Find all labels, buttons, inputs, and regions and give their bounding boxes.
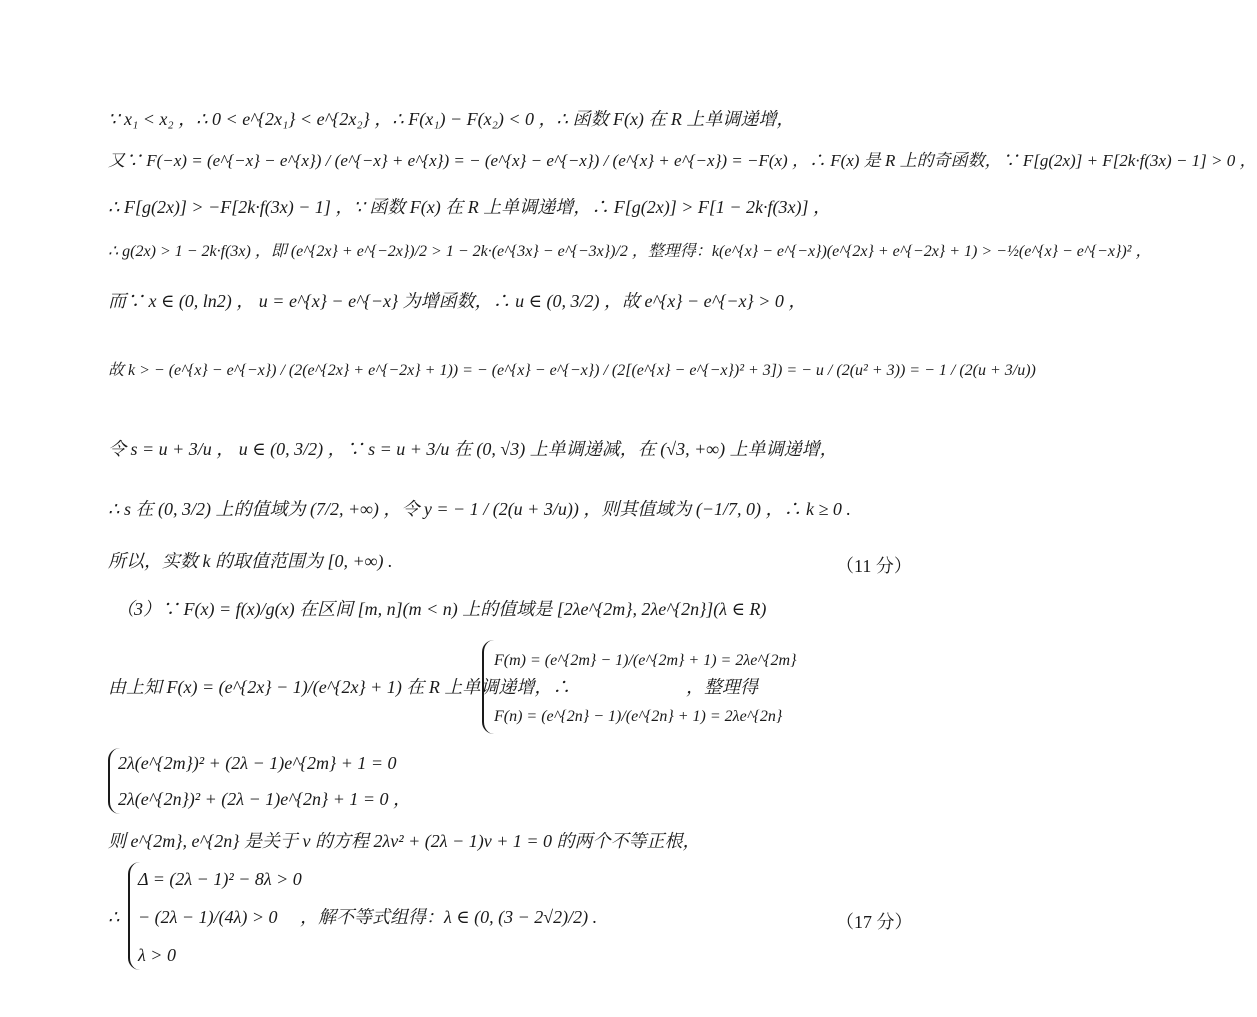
- math-text: − (2λ − 1)/(4λ) > 0: [138, 907, 278, 927]
- text-line: [138, 946, 176, 965]
- math-text: 而∵ x ∈ (0, ln2) ， u = e^{x} − e^{−x} 为增函数，∴ u ∈ (0, 3/2) ，故 e^{x} − e^{−x} > 0 ，: [108, 291, 807, 311]
- math-text: ∴ F[g(2x)] > −F[2k·f(3x) − 1] ，∵ 函数 F(x) 在 R 上单调递增，∴ F[g(2x)] > F[1 − 2k·f(3x)] ，: [108, 197, 832, 217]
- text-line: [108, 678, 570, 697]
- text-line: [494, 652, 796, 669]
- math-text: 则 e^{2m}, e^{2n} 是关于 v 的方程 2λv² + (2λ − 1)v + 1 = 0 的两个不等正根，: [108, 831, 701, 851]
- score-label: （11 分）: [836, 556, 912, 576]
- text-line: [108, 832, 701, 851]
- math-text: 2λ(e^{2n})² + (2λ − 1)e^{2n} + 1 = 0 ，: [118, 789, 412, 809]
- text-line: [108, 243, 1151, 260]
- text-line: [108, 908, 119, 927]
- text-line: [138, 870, 302, 889]
- text-line: [108, 198, 831, 217]
- math-text: （3）∵ F(x) = f(x)/g(x) 在区间 [m, n](m < n) 上的值域是 [2λe^{2m}, 2λe^{2n}](λ ∈ R): [116, 599, 767, 619]
- math-text: 又∵ F(−x) = (e^{−x} − e^{x}) / (e^{−x} + e^{x}) = − (e^{x} − e^{−x}) / (e^{x} + e^{−x}) = −F(x) ，∴ F(x) 是 R 上的奇函数，∵ F[g(2x)] + F[2k·f(3x) − 1] > 0 ，: [108, 151, 1257, 170]
- math-text: 所以，实数 k 的取值范围为 [0, +∞) .: [108, 551, 393, 571]
- text-line: [300, 908, 597, 927]
- math-text: 由上知 F(x) = (e^{2x} − 1)/(e^{2x} + 1) 在 R 上单调递增，∴: [108, 677, 571, 697]
- score-label: （17 分）: [836, 912, 913, 932]
- text-line: [118, 754, 397, 773]
- text-line: [108, 552, 392, 571]
- text-line: [108, 362, 1036, 379]
- text-line: [108, 500, 851, 519]
- text-line: [108, 440, 838, 459]
- math-text: 令 s = u + 3/u ， u ∈ (0, 3/2) ，∵ s = u + 3/u 在 (0, √3) 上单调递减，在 (√3, +∞) 上单调递增，: [108, 439, 838, 459]
- text-line: [116, 600, 766, 619]
- math-text: ∴ s 在 (0, 3/2) 上的值域为 (7/2, +∞) ，令 y = − 1 / (2(u + 3/u)) ，则其值域为 (−1/7, 0) ，∴ k ≥ 0 .: [108, 499, 851, 519]
- text-line: [138, 908, 278, 927]
- text-line: [108, 110, 794, 129]
- math-text: ∵ x₁ < x₂ ，∴ 0 < e^{2x₁} < e^{2x₂} ，∴ F(x₁) − F(x₂) < 0 ，∴ 函数 F(x) 在 R 上单调递增，: [108, 109, 795, 129]
- text-line: [108, 152, 1257, 170]
- math-text: F(n) = (e^{2n} − 1)/(e^{2n} + 1) = 2λe^{2n}: [494, 708, 783, 725]
- math-text: Δ = (2λ − 1)² − 8λ > 0: [138, 869, 302, 889]
- math-text: λ > 0: [138, 945, 176, 965]
- math-text: ∴: [108, 907, 120, 927]
- math-text: ，解不等式组得：λ ∈ (0, (3 − 2√2)/2) .: [300, 907, 598, 927]
- system-brace: [482, 640, 494, 734]
- math-text: 2λ(e^{2m})² + (2λ − 1)e^{2m} + 1 = 0: [118, 753, 397, 773]
- math-text: ，整理得: [686, 677, 758, 697]
- math-text: 故 k > − (e^{x} − e^{−x}) / (2(e^{2x} + e^{−2x} + 1)) = − (e^{x} − e^{−x}) / (2[(e^{x} − e^{−x})² + 3]) = − u / (2(u² + 3)) = − 1 / (2(u + 3/u)): [108, 362, 1036, 379]
- math-text: ∴ g(2x) > 1 − 2k·f(3x) ，即 (e^{2x} + e^{−2x})/2 > 1 − 2k·(e^{3x} − e^{−3x})/2 ，整理得：k(e^{x} − e^{−x})(e^{2x} + e^{−2x} + 1) > −½(e^{x} − e^{−x})² ，: [108, 243, 1152, 260]
- text-line: [494, 708, 782, 725]
- text-line: [108, 292, 806, 311]
- text-line: [686, 678, 758, 697]
- text-line: [118, 790, 411, 809]
- math-text: F(m) = (e^{2m} − 1)/(e^{2m} + 1) = 2λe^{2m}: [494, 652, 797, 669]
